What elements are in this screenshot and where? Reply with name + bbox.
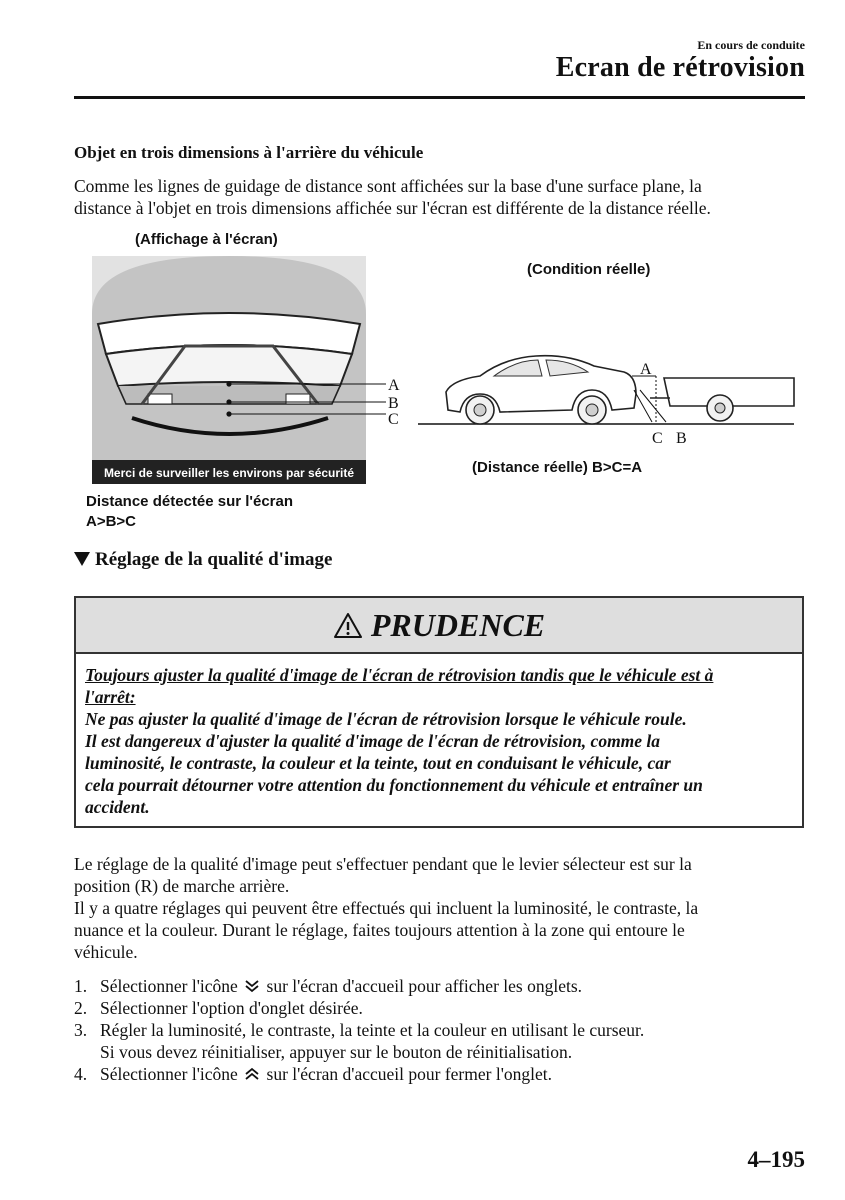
caution-line-5: accident.: [85, 797, 150, 817]
page-title: Ecran de rétrovision: [555, 52, 805, 83]
list-item: [74, 1019, 809, 1041]
double-chevron-down-icon: [244, 979, 260, 993]
caution-line-1: Ne pas ajuster la qualité d'image de l'écran de rétrovision lorsque le véhicule roule.: [85, 709, 687, 729]
real-line-c: [634, 390, 652, 422]
subheading-3d-object: Objet en trois dimensions à l'arrière du véhicule: [74, 143, 424, 162]
rear-bumper: [106, 345, 352, 386]
section-label: En cours de conduite: [697, 38, 805, 52]
car-front-hub: [474, 404, 486, 416]
p2-line-2: nuance et la couleur. Durant le réglage, faites toujours attention à la zone qui entoure le: [74, 920, 685, 940]
caution-line-2: Il est dangereux d'ajuster la qualité d'image de l'écran de rétrovision, comme la: [85, 731, 661, 751]
intro-paragraph: [74, 175, 809, 219]
page-number: 4–195: [747, 1147, 805, 1172]
p2-line-3: véhicule.: [74, 942, 138, 962]
caution-title: PRUDENCE: [370, 606, 546, 643]
section-heading-image-quality: [74, 549, 332, 571]
detected-line-2: A>B>C: [86, 513, 137, 530]
step-4-post: sur l'écran d'accueil pour fermer l'onglet.: [266, 1064, 552, 1084]
body-paragraph-2: [74, 897, 809, 963]
caution-underline-line-2: l'arrêt:: [85, 687, 136, 707]
real-label-a: A: [640, 361, 652, 378]
step-number: 4.: [74, 1064, 88, 1084]
intro-line-1: Comme les lignes de guidage de distance sont affichées sur la base d'une surface plane, la: [74, 176, 702, 196]
step-text: [100, 1063, 552, 1085]
list-item: [74, 997, 809, 1019]
trailer-hub: [715, 403, 725, 413]
caution-box: [74, 596, 804, 828]
section-triangle-icon: [74, 552, 90, 566]
step-1-post: sur l'écran d'accueil pour afficher les onglets.: [266, 976, 583, 996]
step-3-continuation: Si vous devez réinitialiser, appuyer sur le bouton de réinitialisation.: [100, 1042, 573, 1062]
p2-line-1: Il y a quatre réglages qui peuvent être effectués qui incluent la luminosité, le contraste, la: [74, 898, 699, 918]
real-label-b: B: [676, 430, 687, 447]
step-4-pre: Sélectionner l'icône: [100, 1064, 238, 1084]
step-number: 3.: [74, 1020, 88, 1040]
caution-line-3: luminosité, le contraste, la couleur et la teinte, tout en conduisant le véhicule, car: [85, 753, 671, 773]
real-caption: (Condition réelle): [527, 261, 651, 278]
screen-label-a: A: [388, 377, 400, 394]
car-rear-hub: [586, 404, 598, 416]
caution-header: [76, 598, 802, 654]
caution-body: [76, 654, 802, 818]
intro-line-2: distance à l'objet en trois dimensions affichée sur l'écran est différente de la distance réelle.: [74, 198, 711, 218]
detected-line-1: Distance détectée sur l'écran: [86, 493, 293, 510]
real-condition-illustration: [418, 350, 798, 455]
real-distance-caption: (Distance réelle) B>C=A: [472, 459, 643, 476]
screen-label-c: C: [388, 411, 399, 428]
body-paragraph-1: [74, 853, 809, 897]
list-item: [74, 975, 809, 997]
list-item: [74, 1063, 809, 1085]
title-rule: [74, 96, 805, 99]
p1-line-1: Le réglage de la qualité d'image peut s'effectuer pendant que le levier sélecteur est sur la: [74, 854, 692, 874]
screen-banner-text: Merci de surveiller les environs par sécurité: [103, 466, 355, 480]
step-number: 2.: [74, 998, 88, 1018]
section-heading-text: Réglage de la qualité d'image: [95, 549, 333, 570]
screen-caption: (Affichage à l'écran): [135, 231, 278, 248]
step-number: 1.: [74, 976, 88, 996]
double-chevron-up-icon: [244, 1067, 260, 1081]
rear-camera-screen-illustration: [90, 254, 410, 486]
step-text: Sélectionner l'option d'onglet désirée.: [100, 998, 363, 1018]
caution-underline-line-1: Toujours ajuster la qualité d'image de l'écran de rétrovision tandis que le véhicule est à: [85, 665, 714, 685]
real-label-c: C: [652, 430, 663, 447]
steps-list: [74, 975, 809, 1085]
left-reflector: [148, 394, 172, 404]
step-text: [100, 975, 582, 997]
warning-triangle-icon: [333, 612, 363, 639]
step-text: Régler la luminosité, le contraste, la teinte et la couleur en utilisant le curseur.: [100, 1020, 645, 1040]
screen-label-b: B: [388, 395, 399, 412]
real-line-b: [640, 390, 666, 422]
caution-line-4: cela pourrait détourner votre attention du fonctionnement du véhicule et entraîner un: [85, 775, 703, 795]
p1-line-2: position (R) de marche arrière.: [74, 876, 290, 896]
step-1-pre: Sélectionner l'icône: [100, 976, 238, 996]
detected-distance-caption: [86, 492, 293, 532]
